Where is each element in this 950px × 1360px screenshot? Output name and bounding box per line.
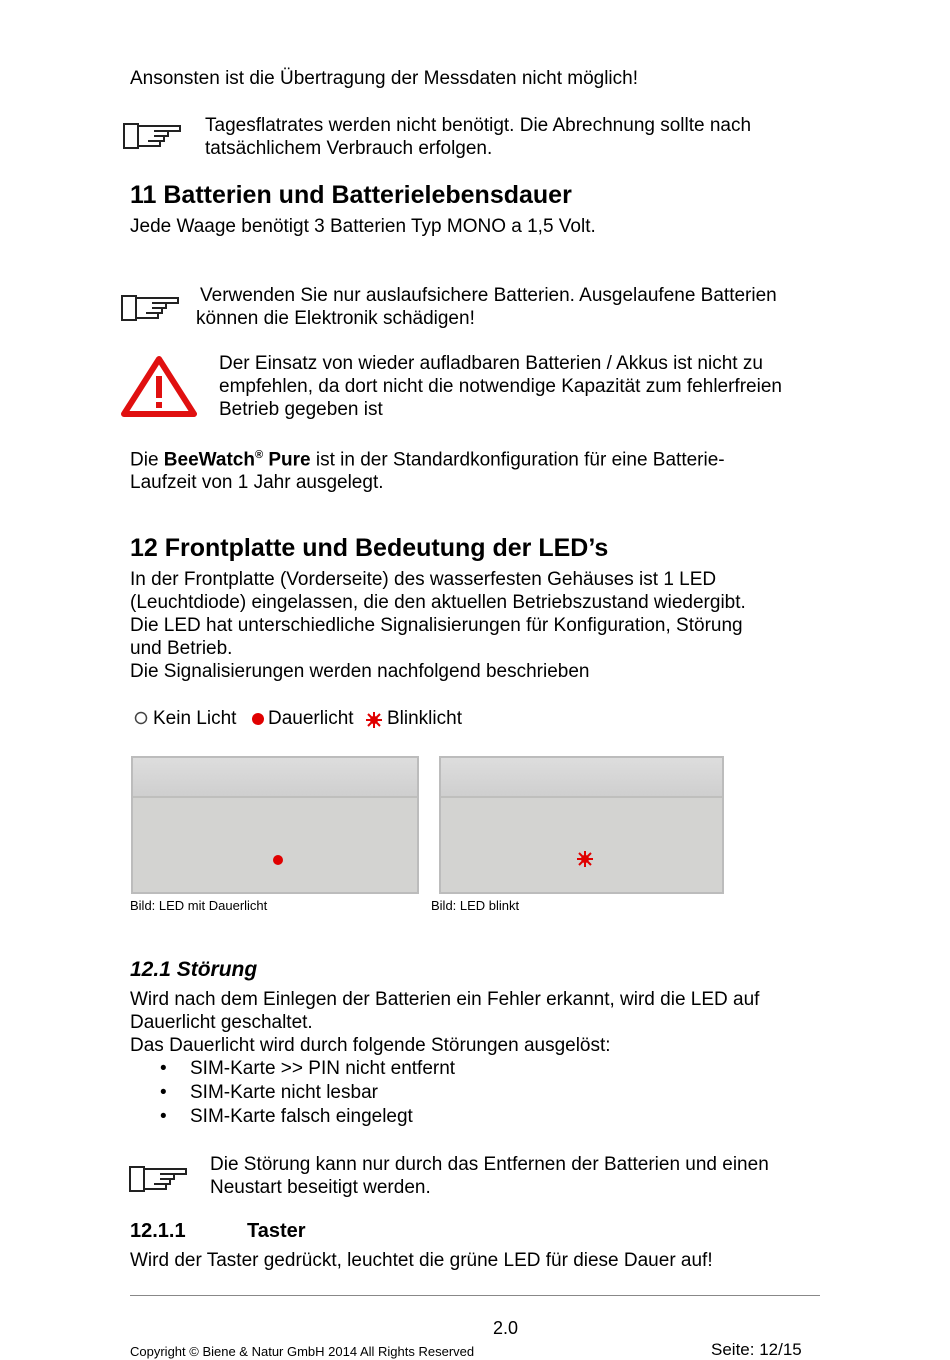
paragraph-line: Wird nach dem Einlegen der Batterien ein Fehler erkannt, wird die LED auf xyxy=(130,989,760,1010)
section-12-heading: 12 Frontplatte und Bedeutung der LED’s xyxy=(130,534,609,562)
photo-led-steady xyxy=(131,756,419,894)
product-name: Pure xyxy=(263,449,311,471)
taster-text: Wird der Taster gedrückt, leuchtet die grüne LED für diese Dauer auf! xyxy=(130,1250,713,1271)
brand-name: BeeWatch xyxy=(163,449,255,471)
pointing-hand-icon xyxy=(116,284,186,328)
led-off-icon xyxy=(133,710,149,726)
note-line: Verwenden Sie nur auslaufsichere Batterien. Ausgelaufene Batterien xyxy=(200,285,777,306)
intro-text: Ansonsten ist die Übertragung der Messdaten nicht möglich! xyxy=(130,68,638,89)
paragraph-line: und Betrieb. xyxy=(130,638,233,659)
list-item: • SIM-Karte falsch eingelegt xyxy=(130,1105,455,1129)
paragraph-line: Das Dauerlicht wird durch folgende Störungen ausgelöst: xyxy=(130,1035,611,1056)
section-12-1-text xyxy=(130,988,759,1057)
note-line: Neustart beseitigt werden. xyxy=(210,1177,431,1198)
paragraph-line: Die Signalisierungen werden nachfolgend beschrieben xyxy=(130,661,590,682)
runtime-line2: Laufzeit von 1 Jahr ausgelegt. xyxy=(130,472,384,494)
led-blink-icon xyxy=(365,711,383,729)
runtime-pre: Die xyxy=(130,449,164,471)
led-blink-icon xyxy=(576,850,594,868)
section-12-1-1-title: Taster xyxy=(247,1220,306,1242)
warning-line: empfehlen, da dort nicht die notwendige Kapazität zum fehlerfreien xyxy=(219,376,782,397)
page-number: Seite: 12/15 xyxy=(711,1340,802,1359)
note-line: Die Störung kann nur durch das Entfernen der Batterien und einen xyxy=(210,1154,769,1175)
warning-line: Betrieb gegeben ist xyxy=(219,399,383,420)
section-11-heading: 11 Batterien und Batterielebensdauer xyxy=(130,181,572,209)
registered-mark: ® xyxy=(254,449,264,461)
paragraph-line: (Leuchtdiode) eingelassen, die den aktuellen Betriebszustand wiedergibt. xyxy=(130,592,746,613)
section-12-1-1-number: 12.1.1 xyxy=(130,1220,186,1242)
warning-triangle-icon xyxy=(121,355,197,417)
note-line: Tagesflatrates werden nicht benötigt. Die Abrechnung sollte nach xyxy=(205,115,752,136)
list-item: • SIM-Karte >> PIN nicht entfernt xyxy=(130,1057,455,1081)
note-flatrate xyxy=(205,114,751,160)
led-steady-icon xyxy=(250,711,266,727)
list-item: • SIM-Karte nicht lesbar xyxy=(130,1081,455,1105)
led-steady-icon xyxy=(271,853,285,867)
section-12-text xyxy=(130,568,746,683)
legend-steady-label: Dauerlicht xyxy=(268,708,354,729)
copyright-text: Copyright © Biene & Natur GmbH 2014 All Rights Reserved xyxy=(130,1344,475,1359)
pointing-hand-icon xyxy=(124,1155,194,1199)
note-batteries xyxy=(196,284,777,330)
caption-blink: Bild: LED blinkt xyxy=(431,898,520,913)
warning-text xyxy=(219,352,782,421)
battery-text: Jede Waage benötigt 3 Batterien Typ MONO a 1,5 Volt. xyxy=(130,216,596,237)
caption-steady: Bild: LED mit Dauerlicht xyxy=(130,898,268,913)
legend-blink-label: Blinklicht xyxy=(387,708,462,729)
pointing-hand-icon xyxy=(118,112,188,156)
paragraph-line: Dauerlicht geschaltet. xyxy=(130,1012,313,1033)
runtime-post: ist in der Standardkonfiguration für eine Batterie- xyxy=(310,449,725,471)
paragraph-line: In der Frontplatte (Vorderseite) des wasserfesten Gehäuses ist 1 LED xyxy=(130,569,717,590)
photo-led-blink xyxy=(439,756,724,894)
note-line: tatsächlichem Verbrauch erfolgen. xyxy=(205,138,493,159)
runtime-paragraph xyxy=(130,444,725,494)
note-line: können die Elektronik schädigen! xyxy=(196,308,475,329)
version-label: 2.0 xyxy=(493,1318,519,1338)
footer-divider xyxy=(130,1295,820,1296)
section-12-1-heading: 12.1 Störung xyxy=(130,958,258,981)
paragraph-line: Die LED hat unterschiedliche Signalisierungen für Konfiguration, Störung xyxy=(130,615,743,636)
note-restart xyxy=(210,1153,769,1199)
fault-list xyxy=(130,1057,455,1129)
warning-line: Der Einsatz von wieder aufladbaren Batterien / Akkus ist nicht zu xyxy=(219,353,763,374)
legend-off-label: Kein Licht xyxy=(153,708,237,729)
